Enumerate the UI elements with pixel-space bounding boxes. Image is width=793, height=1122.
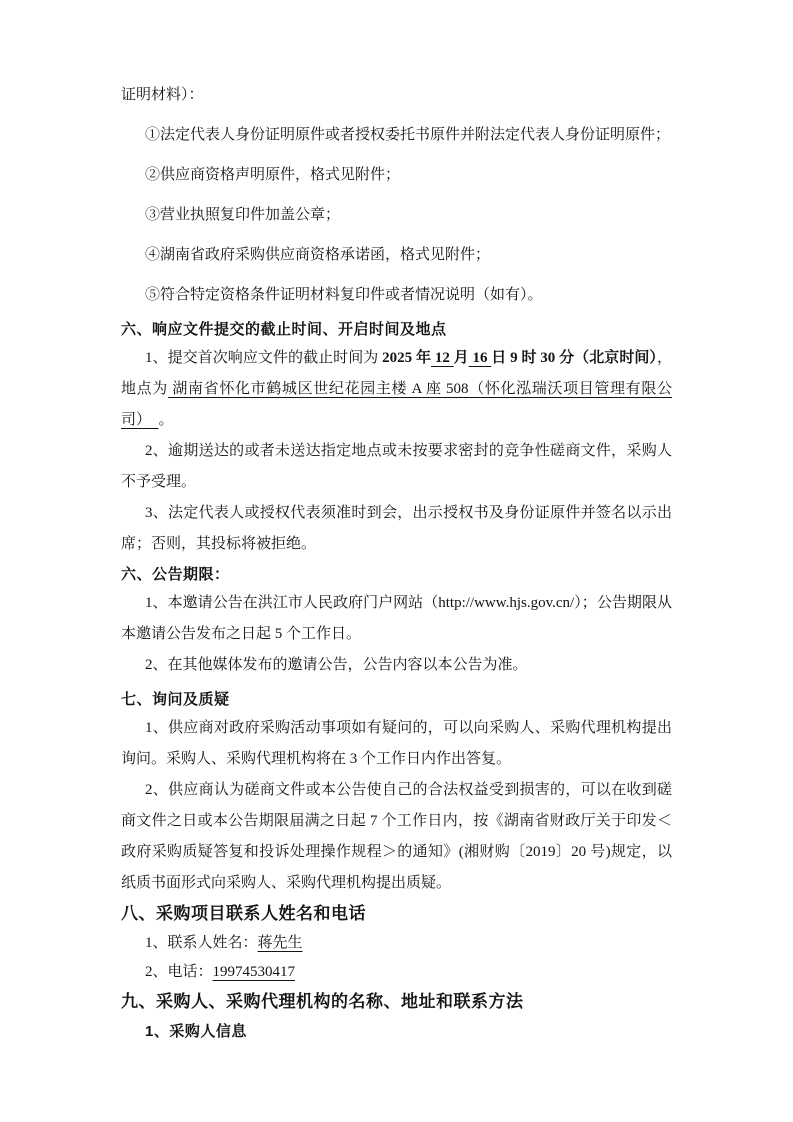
announcement-item-website: 1、本邀请公告在洪江市人民政府门户网站（http://www.hjs.gov.cn/）；公告期限从本邀请公告发布之日起 5 个工作日。 xyxy=(121,595,672,642)
inquiry-item-challenge: 2、供应商认为磋商文件或本公告使自己的合法权益受到损害的，可以在收到磋商文件之日或本公告期限届满之日起 7 个工作日内，按《湖南省财政厅关于印发＜政府采购质疑答复和投诉处理操作规程＞的通知》(湘财购〔2019〕20 号)规定，以纸质书面形式向采购人、采购代理机构提出质疑。 xyxy=(121,782,672,891)
qualification-item-2: ②供应商资格声明原件，格式见附件； xyxy=(145,167,401,183)
qualification-item-4: ④湖南省政府采购供应商资格承诺函，格式见附件； xyxy=(145,247,491,263)
submission-location: 湖南省怀化市鹤城区世纪花园主楼 A 座 508（怀化泓瑞沃项目管理有限公司） xyxy=(121,381,672,428)
inquiry-item-question: 1、供应商对政府采购活动事项如有疑问的，可以向采购人、采购代理机构提出询问。采购人、采购代理机构将在 3 个工作日内作出答复。 xyxy=(121,720,672,767)
section-heading-submission: 六、响应文件提交的截止时间、开启时间及地点 xyxy=(121,321,447,338)
section-heading-contact: 八、采购项目联系人姓名和电话 xyxy=(121,904,366,923)
contact-name-line xyxy=(121,929,672,958)
submission-item-late-delivery: 2、逾期送达的或者未送达指定地点或未按要求密封的竞争性磋商文件，采购人不予受理。 xyxy=(121,443,672,490)
qualification-item-3: ③营业执照复印件加盖公章； xyxy=(145,207,341,223)
deadline-suffix: 。 xyxy=(158,412,174,428)
qualification-item-5: ⑤符合特定资格条件证明材料复印件或者情况说明（如有）。 xyxy=(145,287,543,303)
deadline-year: 2025 年 xyxy=(382,350,432,366)
announcement-item-other-media: 2、在其他媒体发布的邀请公告，公告内容以本公告为准。 xyxy=(145,657,528,673)
contact-phone-line xyxy=(121,958,672,987)
intro-line: 证明材料）： xyxy=(121,87,204,103)
deadline-month-label: 月 xyxy=(453,350,469,366)
contact-phone-label: 2、电话： xyxy=(145,964,213,980)
deadline-time: 日 9 时 30 分（北京时间） xyxy=(491,350,657,366)
deadline-month-number: 12 xyxy=(431,350,454,366)
deadline-day-number: 16 xyxy=(468,350,492,366)
submission-item-deadline xyxy=(121,343,672,436)
qualification-item-1: ①法定代表人身份证明原件或者授权委托书原件并附法定代表人身份证明原件； xyxy=(145,127,671,143)
contact-name-label: 1、联系人姓名： xyxy=(145,935,258,951)
purchaser-info-subheading: 1、采购人信息 xyxy=(145,1023,247,1040)
deadline-prefix: 1、提交首次响应文件的截止时间为 xyxy=(145,350,379,366)
contact-name-value: 蒋先生 xyxy=(257,935,303,951)
contact-phone-value: 19974530417 xyxy=(212,964,296,980)
section-heading-announcement-period: 六、公告期限： xyxy=(121,566,230,583)
deadline-mid-text: ，地点为 xyxy=(121,350,672,397)
submission-item-representative: 3、法定代表人或授权代表须准时到会，出示授权书及身份证原件并签名以示出席；否则，其投标将被拒绝。 xyxy=(121,505,672,552)
section-heading-parties: 九、采购人、采购代理机构的名称、地址和联系方法 xyxy=(121,992,524,1011)
section-heading-inquiry: 七、询问及质疑 xyxy=(121,691,230,708)
